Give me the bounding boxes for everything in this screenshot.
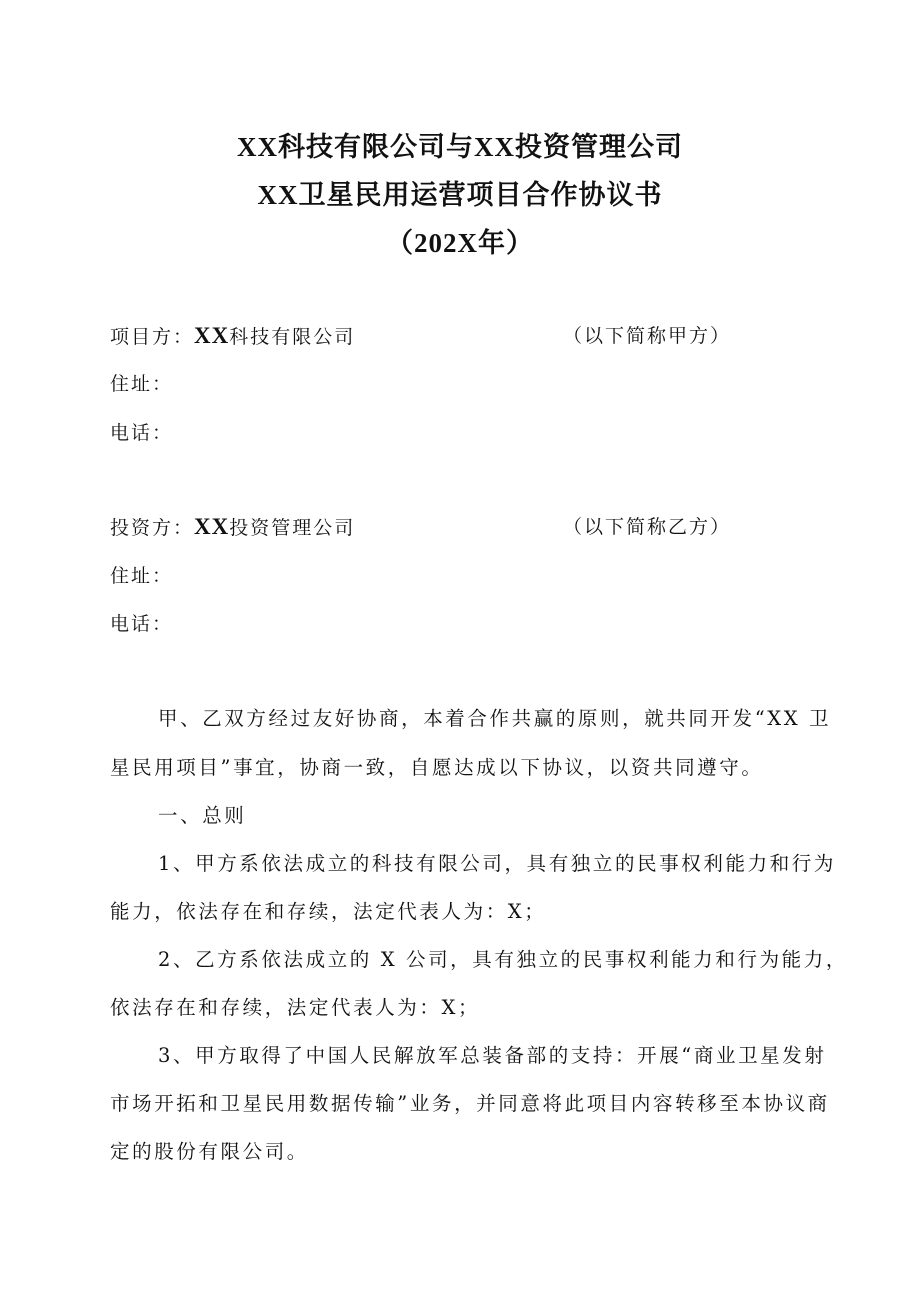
title-company-a: 科技有限公司与 xyxy=(278,132,474,163)
party-b-address-label: 住址： xyxy=(110,565,174,587)
title-close: 年） xyxy=(478,228,534,259)
party-a-address-label: 住址： xyxy=(110,373,174,395)
clause-1-line-1: 1、甲方系依法成立的科技有限公司，具有独立的民事权利能力和行为 xyxy=(158,852,837,875)
party-b-label: 投资方： xyxy=(110,517,195,539)
title-project: 卫星民用运营项目合作协议书 xyxy=(298,180,663,211)
party-b-alias: （以下简称乙方） xyxy=(563,516,732,538)
title-xx-2: XX xyxy=(474,132,515,162)
clause-3-line-1: 3、甲方取得了中国人民解放军总装备部的支持：开展“商业卫星发射 xyxy=(158,1044,827,1067)
party-b-name-row xyxy=(110,512,355,542)
clause-2-line-2: 依法存在和存续，法定代表人为：X； xyxy=(110,996,481,1019)
party-a-alias: （以下简称甲方） xyxy=(563,325,732,347)
title-open-paren: （ xyxy=(386,228,414,259)
intro-line-1: 甲、乙双方经过友好协商，本着合作共赢的原则，就共同开发“XX 卫 xyxy=(158,707,832,730)
party-b-phone-label: 电话： xyxy=(110,613,174,635)
title-xx-1: XX xyxy=(237,132,278,162)
title-line-1 xyxy=(0,129,920,165)
clause-3-line-2: 市场开拓和卫星民用数据传输”业务，并同意将此项目内容转移至本协议商 xyxy=(110,1092,830,1115)
clause-3-line-3: 定的股份有限公司。 xyxy=(110,1140,309,1163)
party-b-name: 投资管理公司 xyxy=(229,517,356,539)
party-a-phone-label: 电话： xyxy=(110,422,174,444)
party-a-name-row xyxy=(110,321,355,351)
title-line-2 xyxy=(0,177,920,213)
title-xx-3: XX xyxy=(257,180,299,210)
party-a-name: 科技有限公司 xyxy=(229,326,356,348)
party-b-xx: XX xyxy=(194,514,230,539)
title-company-b: 投资管理公司 xyxy=(515,132,683,163)
intro-line-2: 星民用项目”事宜，协商一致，自愿达成以下协议，以资共同遵守。 xyxy=(110,756,764,779)
party-a-label: 项目方： xyxy=(110,326,195,348)
title-line-3 xyxy=(0,225,920,261)
clause-1-line-2: 能力，依法存在和存续，法定代表人为：X； xyxy=(110,900,547,923)
section-1-heading: 一、总则 xyxy=(158,804,247,827)
title-year: 202X xyxy=(414,228,478,258)
party-a-xx: XX xyxy=(194,323,230,348)
clause-2-line-1: 2、乙方系依法成立的 X 公司，具有独立的民事权利能力和行为能力， xyxy=(158,948,848,971)
